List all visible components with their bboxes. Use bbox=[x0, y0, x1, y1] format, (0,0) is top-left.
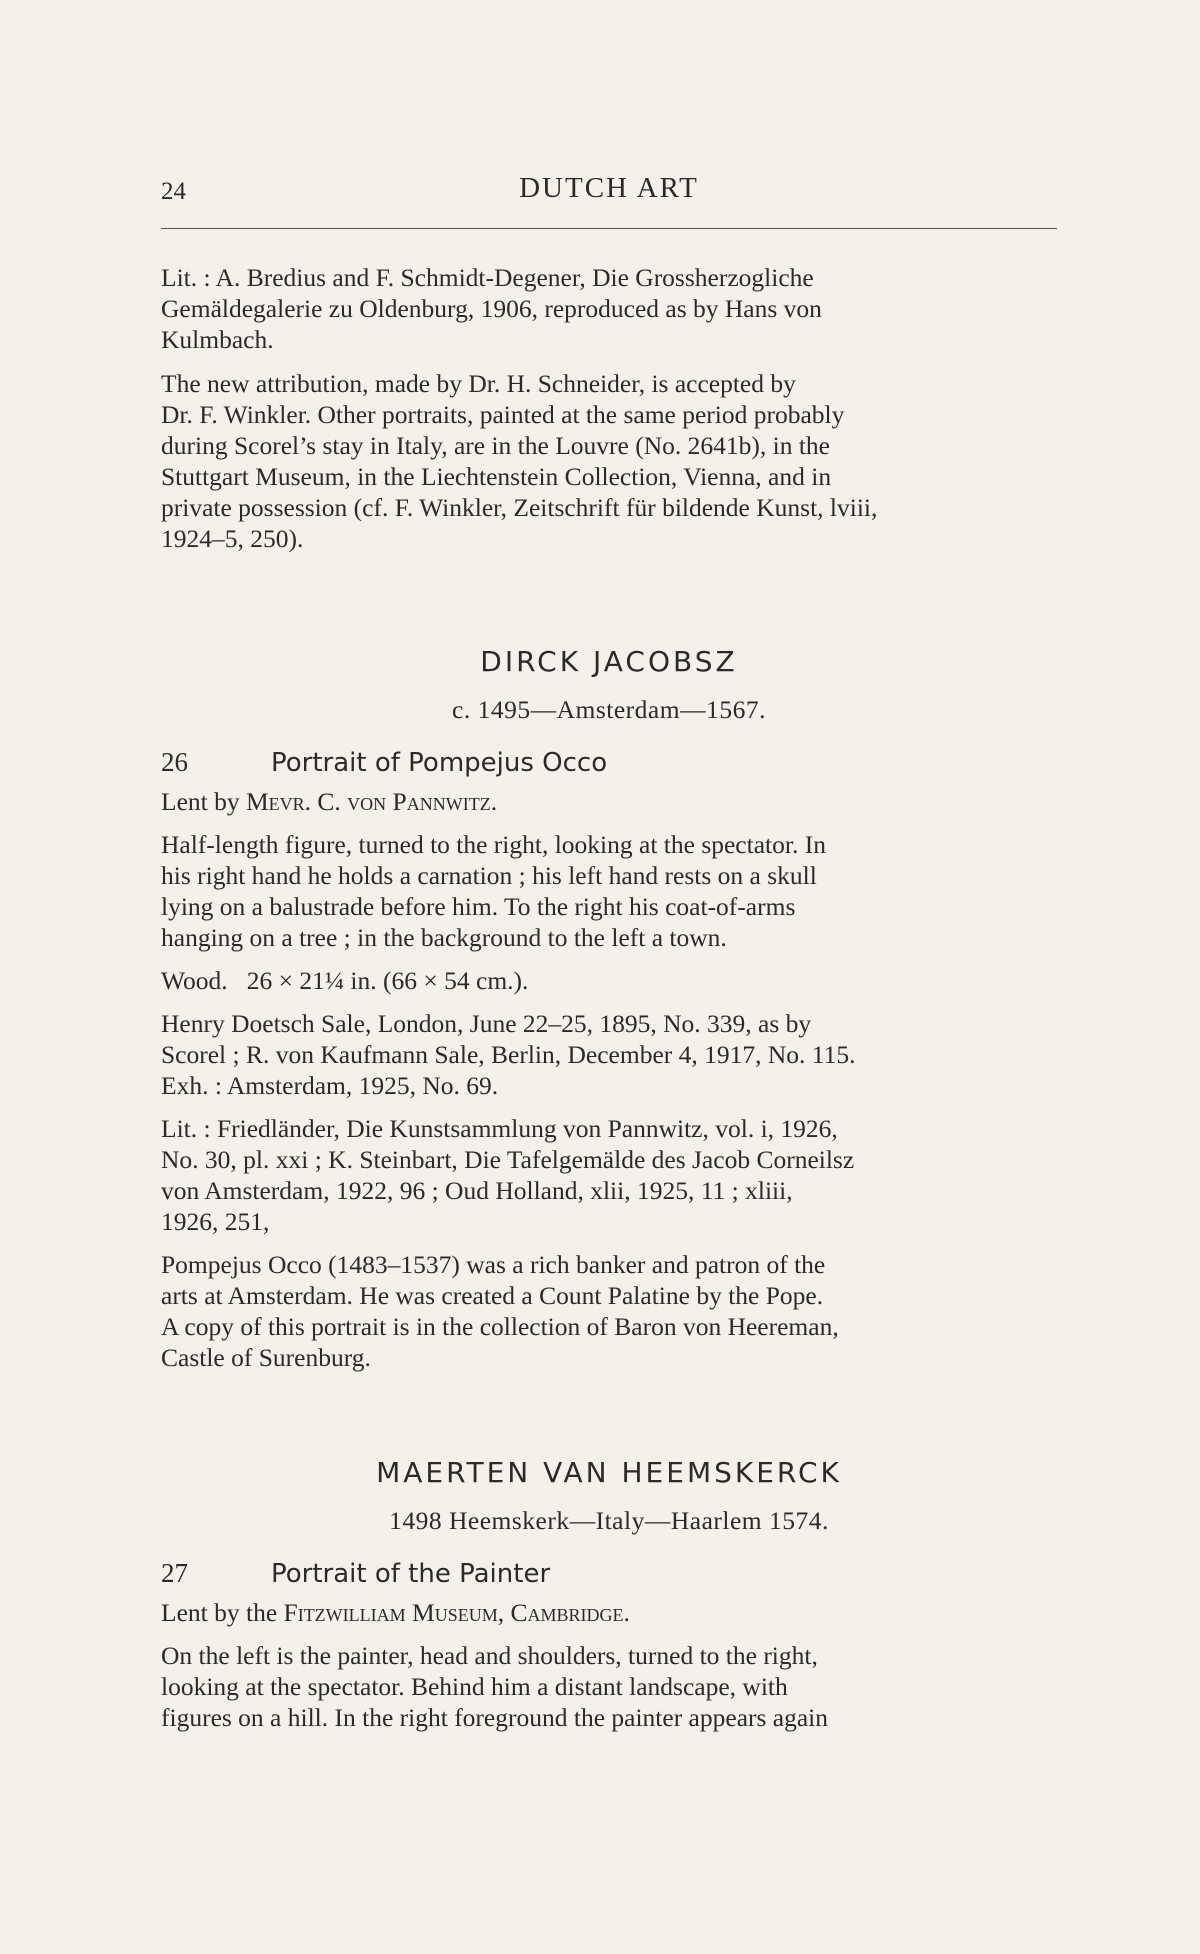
literature-line: von Amsterdam, 1922, 96 ; Oud Holland, xlii, 1925, 11 ; xliii, bbox=[161, 1176, 793, 1205]
artist-section-heemskerck bbox=[161, 1456, 1057, 1733]
para-line: The new attribution, made by Dr. H. Schneider, is accepted by bbox=[161, 369, 796, 398]
description bbox=[161, 1640, 1057, 1733]
para-line: 1924–5, 250). bbox=[161, 524, 304, 553]
provenance-line: Henry Doetsch Sale, London, June 22–25, 1895, No. 339, as by bbox=[161, 1009, 812, 1038]
lender-name: Mevr. C. von Pannwitz. bbox=[245, 787, 498, 816]
lent-by bbox=[161, 1597, 1057, 1628]
lit-line: Gemäldegalerie zu Oldenburg, 1906, reproduced as by Hans von bbox=[161, 294, 822, 323]
header-rule bbox=[161, 228, 1057, 229]
artist-heading: DIRCK JACOBSZ bbox=[480, 645, 738, 678]
entry-number: 27 bbox=[161, 1558, 188, 1588]
running-title: DUTCH ART bbox=[519, 172, 699, 204]
exhibition-line: Exh. : Amsterdam, 1925, No. 69. bbox=[161, 1071, 499, 1100]
previous-entry-tail bbox=[161, 262, 1057, 554]
lit-line: Kulmbach. bbox=[161, 325, 274, 354]
provenance bbox=[161, 1008, 1057, 1101]
dimensions: 26 × 21¼ in. (66 × 54 cm.). bbox=[246, 966, 529, 995]
para-line: Dr. F. Winkler. Other portraits, painted at the same period probably bbox=[161, 400, 845, 429]
note-line: A copy of this portrait is in the collection of Baron von Heereman, bbox=[161, 1312, 839, 1341]
lit-line: Lit. : A. Bredius and F. Schmidt-Degener, Die Grossherzogliche bbox=[161, 263, 814, 292]
running-head bbox=[161, 172, 1057, 212]
note-line: Castle of Surenburg. bbox=[161, 1343, 371, 1372]
literature-line: No. 30, pl. xxi ; K. Steinbart, Die Tafelgemälde des Jacob Corneilsz bbox=[161, 1145, 855, 1174]
artist-dates: 1498 Heemskerk—Italy—Haarlem 1574. bbox=[389, 1506, 829, 1535]
lent-by-prefix: Lent by the bbox=[161, 1598, 284, 1627]
para-line: during Scorel’s stay in Italy, are in the Louvre (No. 2641b), in the bbox=[161, 431, 830, 460]
entry-number: 26 bbox=[161, 747, 188, 777]
entry-title bbox=[161, 745, 1057, 780]
description-line: hanging on a tree ; in the background to the left a town. bbox=[161, 923, 727, 952]
description-line: Half-length figure, turned to the right, looking at the spectator. In bbox=[161, 830, 826, 859]
painting-title: Portrait of Pompejus Occo bbox=[271, 748, 608, 778]
artist-dates: c. 1495—Amsterdam—1567. bbox=[452, 695, 766, 724]
description bbox=[161, 829, 1057, 953]
artist-heading: MAERTEN VAN HEEMSKERCK bbox=[376, 1456, 842, 1489]
para-line: Stuttgart Museum, in the Liechtenstein Collection, Vienna, and in bbox=[161, 462, 832, 491]
literature-line: Lit. : Friedländer, Die Kunstsammlung von Pannwitz, vol. i, 1926, bbox=[161, 1114, 838, 1143]
lent-by bbox=[161, 786, 1057, 817]
literature bbox=[161, 1113, 1057, 1237]
lent-by-prefix: Lent by bbox=[161, 787, 246, 816]
medium-and-size bbox=[161, 965, 1057, 996]
provenance-line: Scorel ; R. von Kaufmann Sale, Berlin, December 4, 1917, No. 115. bbox=[161, 1040, 856, 1069]
description-line: his right hand he holds a carnation ; his left hand rests on a skull bbox=[161, 861, 817, 890]
note-line: arts at Amsterdam. He was created a Count Palatine by the Pope. bbox=[161, 1281, 824, 1310]
historical-note bbox=[161, 1249, 1057, 1373]
page-number: 24 bbox=[161, 178, 186, 205]
attribution-paragraph bbox=[161, 368, 1057, 554]
medium: Wood. bbox=[161, 966, 228, 995]
entry-title bbox=[161, 1556, 1057, 1591]
description-line: On the left is the painter, head and shoulders, turned to the right, bbox=[161, 1641, 818, 1670]
para-line: private possession (cf. F. Winkler, Zeitschrift für bildende Kunst, lviii, bbox=[161, 493, 878, 522]
note-line: Pompejus Occo (1483–1537) was a rich banker and patron of the bbox=[161, 1250, 826, 1279]
artist-section-jacobsz bbox=[161, 645, 1057, 1373]
painting-title: Portrait of the Painter bbox=[271, 1559, 551, 1589]
literature-line: 1926, 251, bbox=[161, 1207, 270, 1236]
description-line: lying on a balustrade before him. To the right his coat-of-arms bbox=[161, 892, 796, 921]
description-line: looking at the spectator. Behind him a distant landscape, with bbox=[161, 1672, 788, 1701]
lender-name: Fitzwilliam Museum, Cambridge. bbox=[283, 1598, 630, 1627]
description-line: figures on a hill. In the right foreground the painter appears again bbox=[161, 1703, 829, 1732]
lit-reference-line bbox=[161, 262, 1057, 355]
